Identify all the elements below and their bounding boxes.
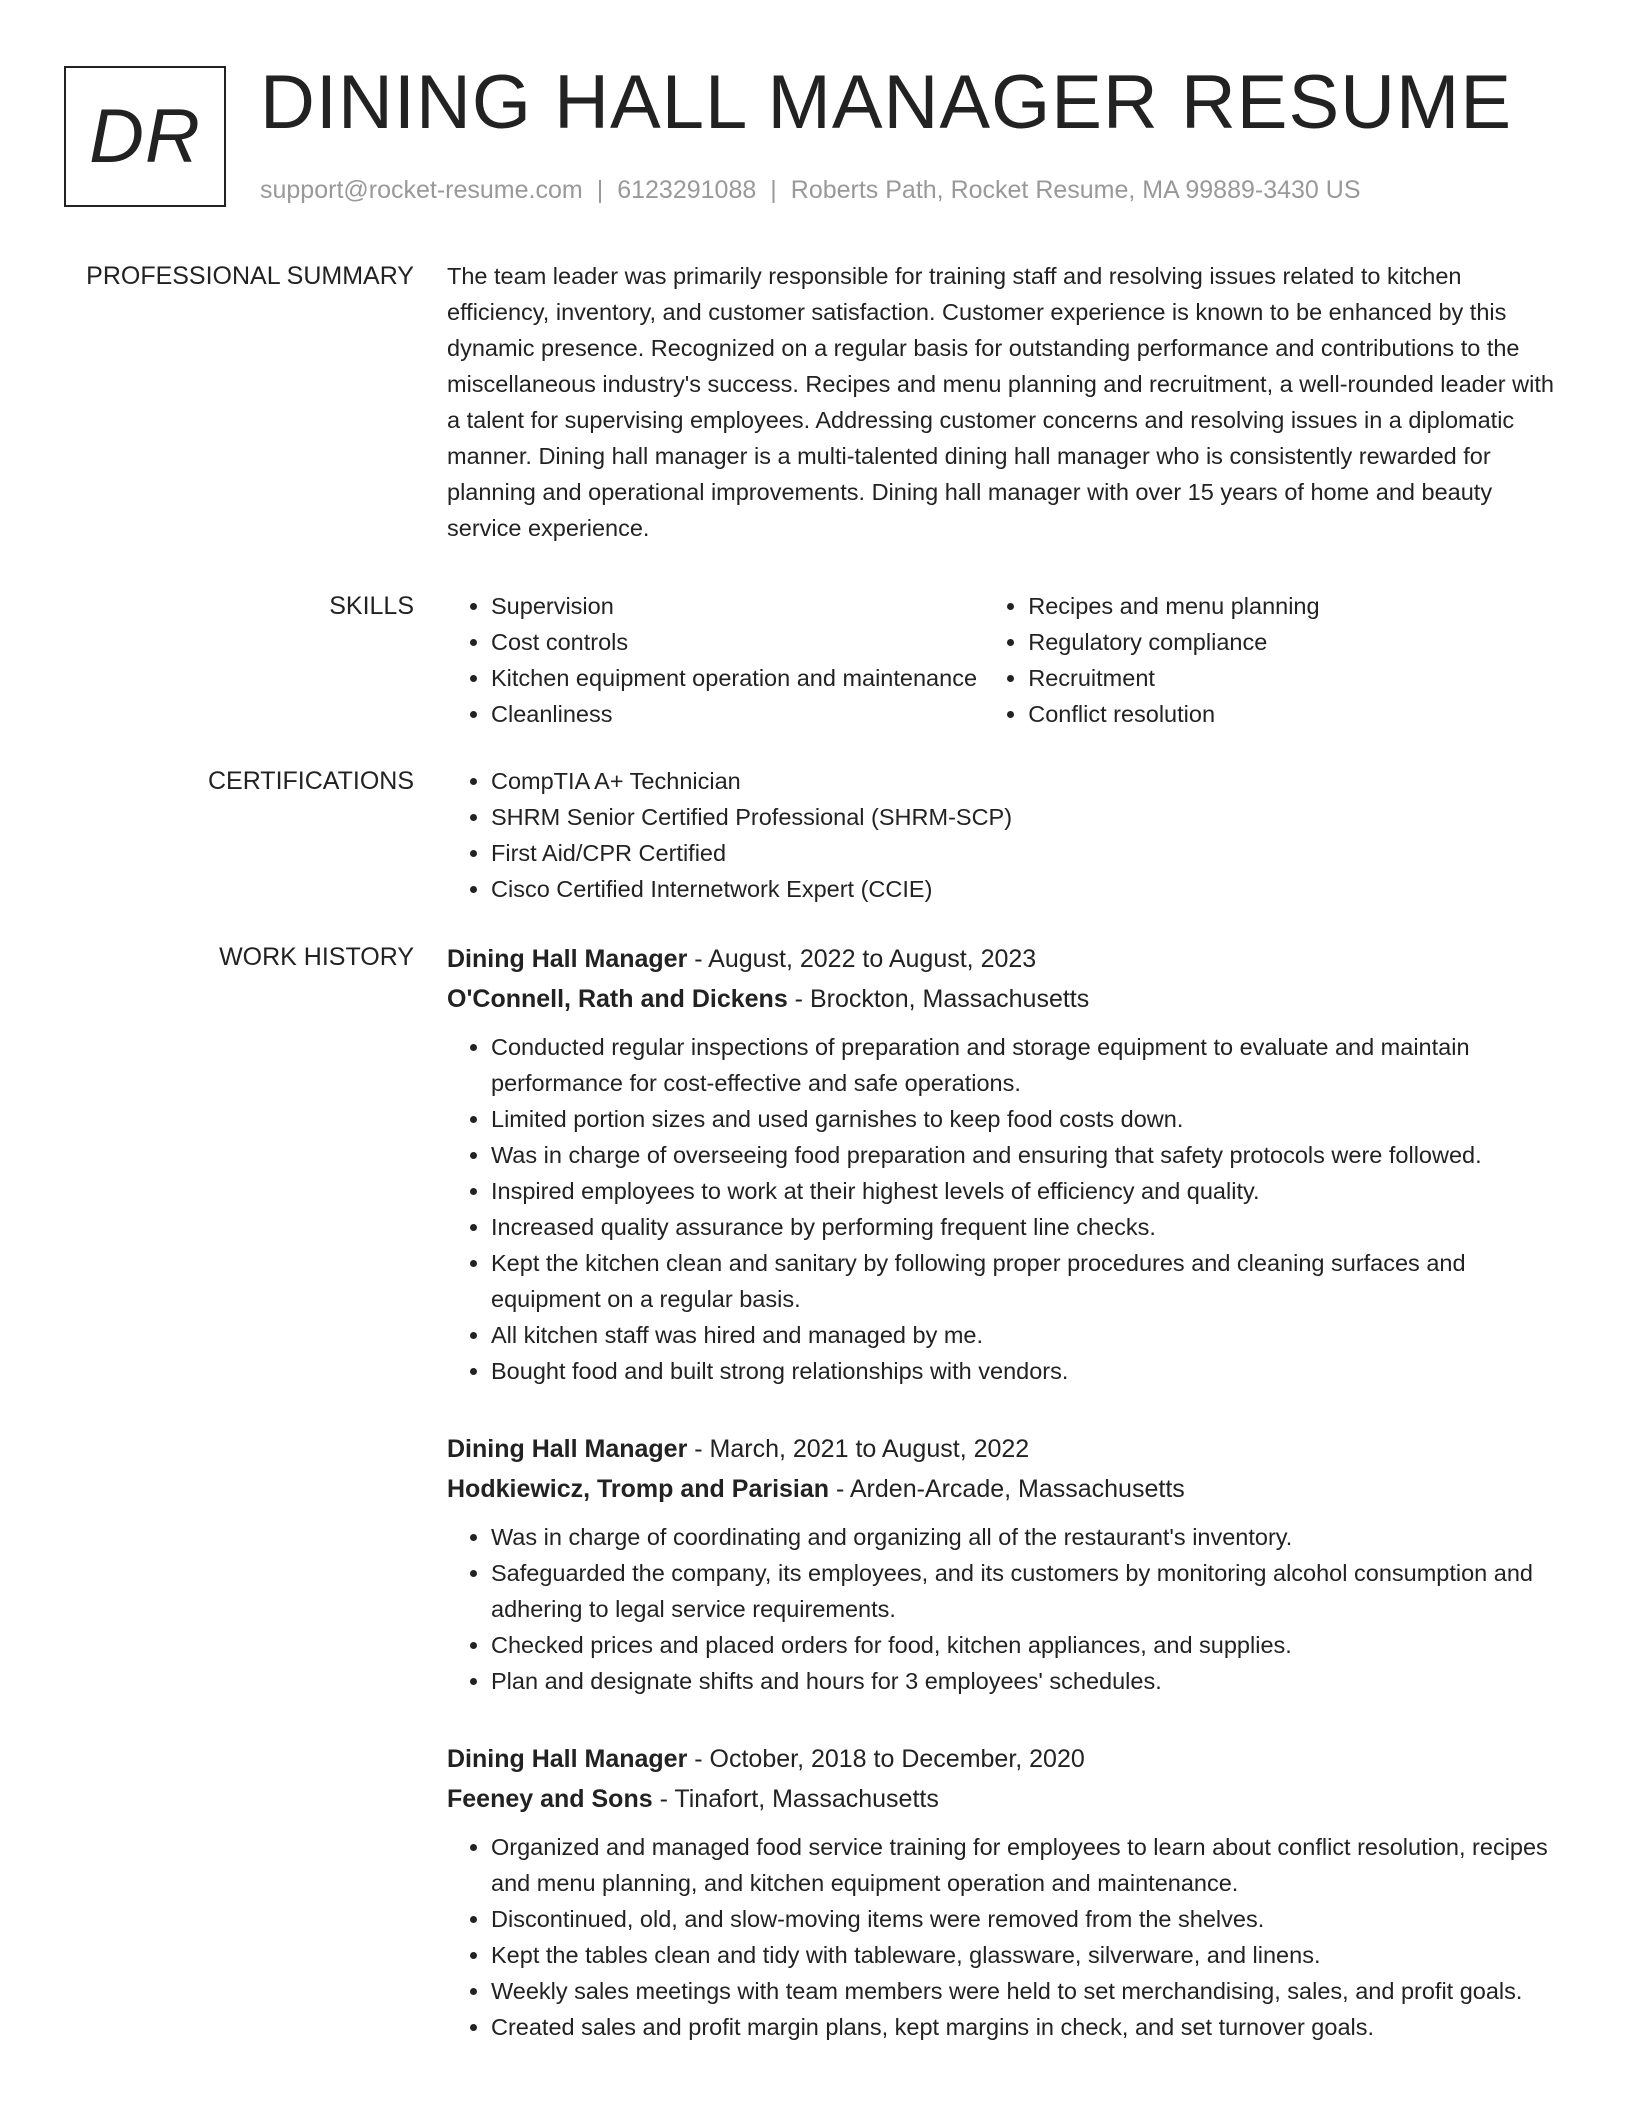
job-bullet: • Organized and managed food service training for employees to learn about conflict resolution, recipes and menu planning, and kitchen equipment operation and maintenance. — [491, 1829, 1567, 1901]
summary-text: The team leader was primarily responsible for training staff and resolving issues related to kitchen efficiency, inventory, and customer satisfaction. Customer experience is known to be enhanced by this dynamic presence. Recognized on a regular basis for outstanding performance and contributions to the miscellaneous industry's success. Recipes and menu planning and recruitment, a well-rounded leader with a talent for supervising employees. Addressing customer concerns and resolving issues in a diplomatic manner. Dining hall manager is a multi-talented dining hall manager who is consistently rewarded for planning and operational improvements. Dining hall manager with over 15 years of home and beauty service experience. — [447, 263, 1554, 541]
job-bullet: • Checked prices and placed orders for food, kitchen appliances, and supplies. — [491, 1627, 1567, 1663]
certifications-body — [447, 763, 1567, 907]
job-bullet: • Discontinued, old, and slow-moving items were removed from the shelves. — [491, 1901, 1567, 1937]
section-label-summary: PROFESSIONAL SUMMARY — [86, 262, 414, 290]
job-location: - Tinafort, Massachusetts — [652, 1785, 939, 1813]
job-title-line — [447, 1739, 1567, 1779]
contact-email[interactable]: support@rocket-resume.com — [260, 176, 583, 204]
contact-phone[interactable]: 6123291088 — [617, 176, 757, 204]
contact-line — [260, 176, 1361, 205]
job-title-line — [447, 939, 1567, 979]
job-bullet: • Inspired employees to work at their highest levels of efficiency and quality. — [491, 1173, 1567, 1209]
job-bullet: • Bought food and built strong relationships with vendors. — [491, 1353, 1567, 1389]
skills-body — [447, 588, 1567, 732]
job-company: O'Connell, Rath and Dickens — [447, 985, 788, 1013]
job-company: Feeney and Sons — [447, 1785, 653, 1813]
job-company-line — [447, 979, 1567, 1019]
job-company-line — [447, 1469, 1567, 1509]
job-entry — [447, 1429, 1567, 1699]
job-bullet: • Kept the kitchen clean and sanitary by following proper procedures and cleaning surfaces and equipment on a regular basis. — [491, 1245, 1567, 1317]
summary-section — [0, 258, 1632, 546]
job-title: Dining Hall Manager — [447, 1435, 688, 1463]
job-title: Dining Hall Manager — [447, 945, 688, 973]
page-title: DINING HALL MANAGER RESUME — [260, 60, 1513, 145]
skills-section — [0, 588, 1632, 732]
job-bullet: • Safeguarded the company, its employees, and its customers by monitoring alcohol consumption and adhering to legal service requirements. — [491, 1555, 1567, 1627]
job-location: - Brockton, Massachusetts — [787, 985, 1090, 1013]
skill-item: • Recipes and menu planning — [1028, 588, 1567, 624]
certifications-section — [0, 763, 1632, 907]
job-bullet: • Was in charge of overseeing food preparation and ensuring that safety protocols were followed. — [491, 1137, 1567, 1173]
skill-item: • Regulatory compliance — [1028, 624, 1567, 660]
certifications-list — [447, 763, 1567, 907]
job-bullet: • Created sales and profit margin plans, kept margins in check, and set turnover goals. — [491, 2009, 1567, 2045]
job-bullet: • Plan and designate shifts and hours for 3 employees' schedules. — [491, 1663, 1567, 1699]
contact-address: Roberts Path, Rocket Resume, MA 99889-3430 US — [790, 176, 1361, 204]
skill-item: • Kitchen equipment operation and maintenance — [491, 660, 1018, 696]
job-entry — [447, 1739, 1567, 2045]
section-label-skills: SKILLS — [329, 592, 414, 620]
job-dates: - March, 2021 to August, 2022 — [687, 1435, 1030, 1463]
certification-item: • Cisco Certified Internetwork Expert (CCIE) — [491, 871, 1567, 907]
initials-monogram: DR — [64, 66, 226, 207]
job-bullets — [447, 1029, 1567, 1389]
job-entry — [447, 939, 1567, 1389]
section-label-certifications: CERTIFICATIONS — [207, 767, 414, 795]
job-title: Dining Hall Manager — [447, 1745, 688, 1773]
work-section — [0, 939, 1632, 2085]
job-title-line — [447, 1429, 1567, 1469]
job-location: - Arden-Arcade, Massachusetts — [829, 1475, 1185, 1503]
skill-item: • Cleanliness — [491, 696, 1018, 732]
certification-item: • First Aid/CPR Certified — [491, 835, 1567, 871]
certification-item: • SHRM Senior Certified Professional (SHRM-SCP) — [491, 799, 1567, 835]
work-body — [447, 939, 1567, 2085]
job-dates: - August, 2022 to August, 2023 — [687, 945, 1037, 973]
skill-item: • Cost controls — [491, 624, 1018, 660]
job-dates: - October, 2018 to December, 2020 — [687, 1745, 1085, 1773]
contact-separator: | — [770, 176, 777, 204]
job-company: Hodkiewicz, Tromp and Parisian — [447, 1475, 830, 1503]
certification-item: • CompTIA A+ Technician — [491, 763, 1567, 799]
job-bullet: • Kept the tables clean and tidy with tableware, glassware, silverware, and linens. — [491, 1937, 1567, 1973]
job-company-line — [447, 1779, 1567, 1819]
job-bullet: • Increased quality assurance by performing frequent line checks. — [491, 1209, 1567, 1245]
job-bullet: • All kitchen staff was hired and managed by me. — [491, 1317, 1567, 1353]
skills-list-right — [984, 588, 1567, 732]
summary-body — [447, 258, 1567, 546]
skill-item: • Conflict resolution — [1028, 696, 1567, 732]
skills-list-left — [447, 588, 1018, 732]
skill-item: • Supervision — [491, 588, 1018, 624]
job-bullets — [447, 1519, 1567, 1699]
job-bullet: • Was in charge of coordinating and organizing all of the restaurant's inventory. — [491, 1519, 1567, 1555]
resume-content — [0, 258, 1632, 2085]
job-bullet: • Weekly sales meetings with team members were held to set merchandising, sales, and profit goals. — [491, 1973, 1567, 2009]
skill-item: • Recruitment — [1028, 660, 1567, 696]
section-label-work: WORK HISTORY — [219, 943, 414, 971]
job-bullet: • Conducted regular inspections of preparation and storage equipment to evaluate and maintain performance for cost-effective and safe operations. — [491, 1029, 1567, 1101]
contact-separator: | — [596, 176, 604, 204]
job-bullet: • Limited portion sizes and used garnishes to keep food costs down. — [491, 1101, 1567, 1137]
job-bullets — [447, 1829, 1567, 2045]
